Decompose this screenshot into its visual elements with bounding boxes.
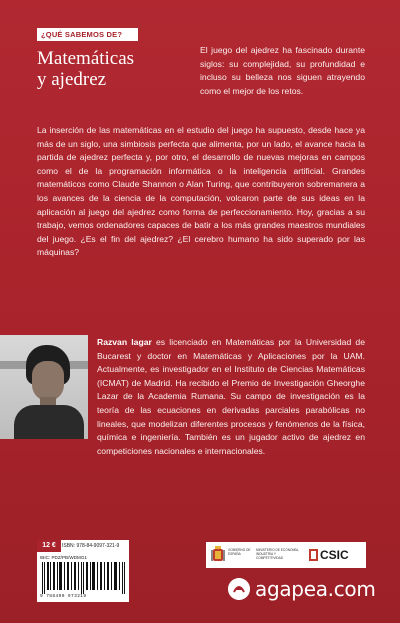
photo-face: [32, 361, 64, 401]
coat-of-arms-icon: [210, 546, 226, 564]
author-name: Razvan Iagar: [97, 337, 152, 347]
author-bio-text: es licenciado en Matemáticas por la Universidad de Bucarest y doctor en Matemáticas y Aplicaciones por la UAM. Actualmente, es investigador en el Instituto de Ciencias Matemáticas (ICMAT) de Madrid. Ha recibido el Premio de Investigación Gheorghe Lazar de la Academia Rumana. Su campo de investigación es la teoría de las ecuaciones en derivadas parciales parabólicas no lineales, que modelizan diferentes procesos y fenómenos de la física, química e ingeniería. También es un jugador activo de ajedrez en competiciones nacionales e internacionales.: [97, 337, 365, 456]
ministerio-logo-text: MINISTERIO DE ECONOMÍA, INDUSTRIA Y COMPETITIVIDAD: [256, 548, 300, 560]
csic-logo: CSIC: [320, 548, 349, 562]
photo-shirt: [14, 405, 84, 439]
title-line-1: Matemáticas: [37, 48, 135, 69]
gobierno-logo-text: GOBIERNO DE ESPAÑA: [228, 548, 251, 556]
price-label: 12 €: [37, 540, 61, 552]
title-line-2: y ajedrez: [37, 69, 107, 90]
watermark-text: agapea.com: [255, 577, 376, 601]
watermark: [228, 574, 388, 604]
series-label: ¿QUÉ SABEMOS DE?: [37, 28, 138, 41]
author-photo: [0, 335, 88, 439]
body-paragraph: La inserción de las matemáticas en el estudio del juego ha supuesto, desde hace ya más de un siglo, una simbiosis perfecta que alimenta, por un lado, el avance hacia la partida de ajedrez perfecta y, por otro, el desarrollo de nuevas mejoras en campos como el de la programación informática o la inteligencia artificial. Grandes matemáticos como Claude Shannon o Alan Turing, que contribuyeron sobremanera a los avances de la ciencia de la computación, volcaron parte de sus ideas en la aplicación al juego del ajedrez como forma de perfeccionamiento. Hoy, gracias a su trabajo, vemos ordenadores capaces de batir a los más grandes maestros mundiales del juego. ¿Es el fin del ajedrez? ¿El cerebro humano ha sido superado por las máquinas?: [37, 125, 365, 258]
author-bio: [97, 336, 365, 458]
csic-mark-icon: [309, 549, 318, 561]
book-title: [37, 48, 197, 90]
barcode-icon: [40, 562, 126, 594]
intro-paragraph: El juego del ajedrez ha fascinado durante siglos: su complejidad, su profundidad e incluso su belleza nos siguen atrayendo como el mejor de los retos.: [200, 45, 365, 96]
barcode-number: 9 788490 973219: [40, 594, 87, 599]
ibic-text: IBIC: PDZ/PB/WDMG1: [40, 555, 87, 560]
agapea-logo-icon: [228, 578, 250, 600]
isbn-text: ISBN: 978-84-9097-321-9: [62, 543, 120, 549]
